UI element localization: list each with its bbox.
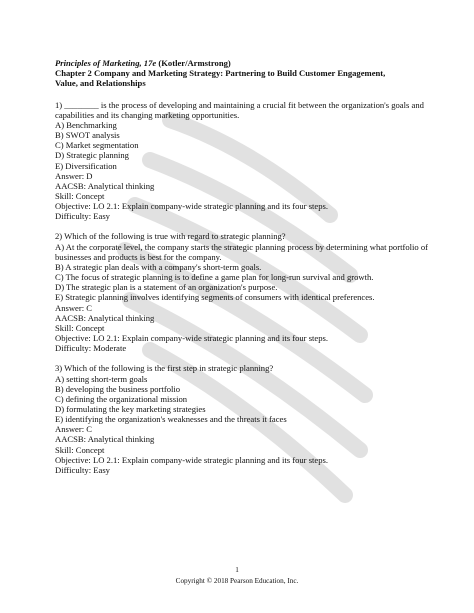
difficulty: Difficulty: Easy xyxy=(55,464,110,475)
book-authors: (Kotler/Armstrong) xyxy=(156,58,231,68)
objective: Objective: LO 2.1: Explain company-wide strategic planning and its four steps. xyxy=(55,454,329,465)
option-e: E) Strategic planning involves identifying segments of consumers with identical preferences. xyxy=(55,292,375,303)
question-text: 3) Which of the following is the first step in strategic planning? xyxy=(55,363,274,374)
copyright-notice: Copyright © 2018 Pearson Education, Inc. xyxy=(175,577,299,585)
aacsb: AACSB: Analytical thinking xyxy=(55,434,155,445)
option-e: E) Diversification xyxy=(55,160,117,171)
answer: Answer: C xyxy=(55,424,92,435)
document-body xyxy=(55,58,430,485)
aacsb: AACSB: Analytical thinking xyxy=(55,180,155,191)
difficulty: Difficulty: Easy xyxy=(55,211,110,222)
skill: Skill: Concept xyxy=(55,191,105,202)
option-b: B) A strategic plan deals with a company's short-term goals. xyxy=(55,261,262,272)
option-b: B) developing the business portfolio xyxy=(55,383,181,394)
chapter-heading-line1: Chapter 2 Company and Marketing Strategy: Partnering to Build Customer Engagement, xyxy=(55,68,386,79)
difficulty: Difficulty: Moderate xyxy=(55,343,127,354)
aacsb: AACSB: Analytical thinking xyxy=(55,312,155,323)
chapter-heading xyxy=(55,68,430,88)
question-text: 2) Which of the following is true with regard to strategic planning? xyxy=(55,231,286,242)
objective: Objective: LO 2.1: Explain company-wide strategic planning and its four steps. xyxy=(55,333,329,344)
book-title xyxy=(55,58,430,68)
objective: Objective: LO 2.1: Explain company-wide strategic planning and its four steps. xyxy=(55,201,329,212)
question-text: 1) ________ is the process of developing and maintaining a crucial fit between the organization's goals and capabilities and its changing marketing opportunities. xyxy=(55,99,424,120)
option-e: E) identifying the organization's weaknesses and the threats it faces xyxy=(55,414,287,425)
option-d: D) Strategic planning xyxy=(55,150,129,161)
option-b: B) SWOT analysis xyxy=(55,130,120,141)
page-number: 1 xyxy=(235,566,239,574)
option-c: C) Market segmentation xyxy=(55,140,139,151)
chapter-heading-line2: Value, and Relationships xyxy=(55,78,146,89)
option-c: C) defining the organizational mission xyxy=(55,393,188,404)
option-d: D) The strategic plan is a statement of an organization's purpose. xyxy=(55,282,278,293)
question-3 xyxy=(55,363,430,475)
skill: Skill: Concept xyxy=(55,322,105,333)
book-title-text: Principles of Marketing, 17e xyxy=(55,58,157,68)
skill: Skill: Concept xyxy=(55,444,105,455)
option-d: D) formulating the key marketing strategies xyxy=(55,403,206,414)
option-a: A) setting short-term goals xyxy=(55,373,148,384)
option-a: A) Benchmarking xyxy=(55,119,117,130)
answer: Answer: C xyxy=(55,302,92,313)
option-a: A) At the corporate level, the company starts the strategic planning process by determining what portfolio of businesses and products is best for the company. xyxy=(55,241,429,262)
answer: Answer: D xyxy=(55,170,93,181)
option-c: C) The focus of strategic planning is to define a game plan for long-run survival and growth. xyxy=(55,272,374,283)
question-1 xyxy=(55,100,430,222)
question-2 xyxy=(55,231,430,353)
